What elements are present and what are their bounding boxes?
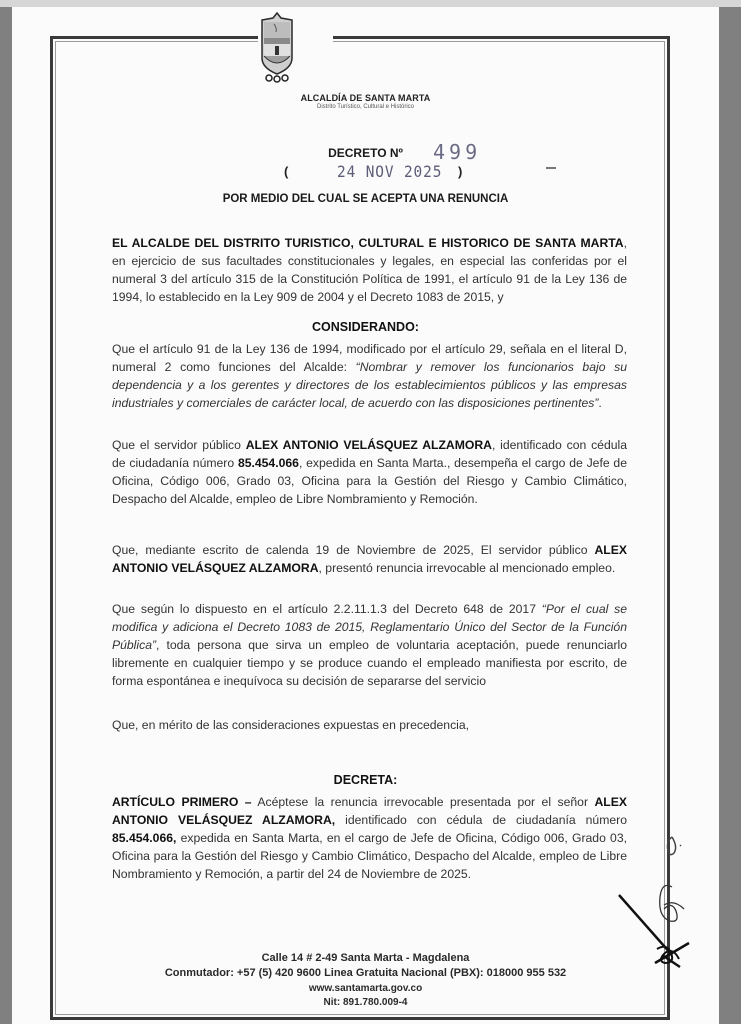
organization-subtitle: Distrito Turístico, Cultural e Histórico	[316, 104, 415, 110]
paragraph-text: Que el artículo 91 de la Ley 136 de 1994, modificado por el artículo 29, señala en el literal D, numeral 2 como funciones del Alcalde:	[112, 342, 627, 374]
organization-name: ALCALDÍA DE SANTA MARTA	[300, 93, 431, 103]
footer-address: Calle 14 # 2-49 Santa Marta - Magdalena	[261, 952, 470, 964]
date-close-paren: )	[458, 164, 463, 179]
handwritten-initials-icon	[668, 837, 676, 855]
paragraph-text: , presentó renuncia irrevocable al mencionado empleo.	[318, 561, 616, 575]
paragraph-text: expedida en Santa Marta, en el cargo de Jefe de Oficina, Código 006, Grado 03, Oficina para la Gestión del Riesgo y Cambio Climático, Despacho del Alcalde, empleo de Libre Nombramiento y Remoción, a partir del 24 de Noviembre de 2025.	[112, 831, 627, 881]
paragraph-text: Que según lo dispuesto en el artículo 2.2.11.1.3 del Decreto 648 de 2017	[112, 602, 542, 616]
paragraph-text: , identificado con cédula de ciudadanía número	[112, 438, 627, 470]
document-page	[12, 7, 719, 1024]
decree-label: DECRETO Nº	[328, 146, 403, 160]
date-open-paren: (	[284, 164, 289, 179]
article-label: ARTÍCULO PRIMERO –	[112, 795, 252, 809]
decreta-heading: DECRETA:	[333, 773, 398, 787]
preamble-authority: EL ALCALDE DEL DISTRITO TURISTICO, CULTURAL E HISTORICO DE SANTA MARTA	[112, 236, 624, 250]
preamble-text: , en ejercicio de sus facultades constitucionales y legales, en especial las conferidas por el numeral 3 del artículo 315 de la Constitución Política de 1991, el artículo 91 de la Ley 136 de 1994, lo establecido en la Ley 909 de 2004 y el Decreto 1083 de 2015, y	[112, 236, 627, 304]
footer-website[interactable]: www.santamarta.gov.co	[308, 983, 423, 994]
employee-name: ALEX ANTONIO VELÁSQUEZ ALZAMORA	[112, 543, 627, 575]
id-number: 85.454.066	[237, 456, 299, 470]
footer-nit: Nit: 891.780.009-4	[323, 997, 408, 1008]
paragraph-text: Que, mediante escrito de calenda 19 de Noviembre de 2025, El servidor público	[112, 543, 595, 557]
considerando-paragraph-4	[112, 600, 627, 690]
coat-of-arms-icon	[259, 12, 295, 86]
decree-date-stamp: 24 NOV 2025	[337, 162, 443, 181]
legal-quote: “Por el cual se modifica y adiciona el Decreto 1083 de 2015, Reglamentario Único del Sector de la Función Pública”	[112, 602, 627, 652]
employee-name: ALEX ANTONIO VELÁSQUEZ ALZAMORA,	[112, 795, 628, 827]
paragraph-text: identificado con cédula de ciudadanía número	[335, 813, 627, 827]
article-primero	[112, 793, 627, 883]
paragraph-text: Que el servidor público	[112, 438, 246, 452]
viewer-top-bar	[0, 0, 741, 7]
paragraph-text: , expedida en Santa Marta., desempeña el cargo de Jefe de Oficina, Código 006, Grado 03, Oficina para la Gestión del Riesgo y Cambio Climático, Despacho del Alcalde, empleo de Libre Nombramiento y Remoción.	[112, 456, 627, 506]
id-number: 85.454.066,	[112, 831, 177, 845]
considerando-paragraph-1	[112, 340, 627, 412]
footer-phones: Conmutador: +57 (5) 420 9600 Linea Gratuita Nacional (PBX): 018000 955 532	[164, 967, 567, 979]
paragraph-text: , toda persona que sirva un empleo de voluntaria aceptación, puede renunciarlo libremente en cualquier tiempo y se produce cuando el empleado manifiesta por escrito, de forma espontánea e inequívoca su decisión de separarse del servicio	[112, 638, 627, 688]
considerando-paragraph-5: Que, en mérito de las consideraciones expuestas en precedencia,	[112, 718, 470, 732]
employee-name: ALEX ANTONIO VELÁSQUEZ ALZAMORA	[245, 438, 492, 452]
considerando-paragraph-3	[112, 541, 627, 577]
decree-number: 499	[433, 140, 482, 164]
paragraph-end: .	[598, 396, 602, 410]
legal-quote: “Nombrar y remover los funcionarios bajo su dependencia y a los gerentes y directores de los establecimientos públicos y las empresas industriales y comerciales de carácter local, de acuerdo con las disposiciones pertinentes”	[112, 360, 627, 410]
considerando-heading: CONSIDERANDO:	[312, 320, 419, 334]
considerando-paragraph-2	[112, 436, 627, 508]
stray-ink-mark	[546, 167, 556, 169]
preamble-paragraph	[112, 234, 627, 306]
paragraph-text: Acéptese la renuncia irrevocable presentada por el señor	[251, 795, 595, 809]
decree-subject: POR MEDIO DEL CUAL SE ACEPTA UNA RENUNCIA	[222, 193, 509, 205]
